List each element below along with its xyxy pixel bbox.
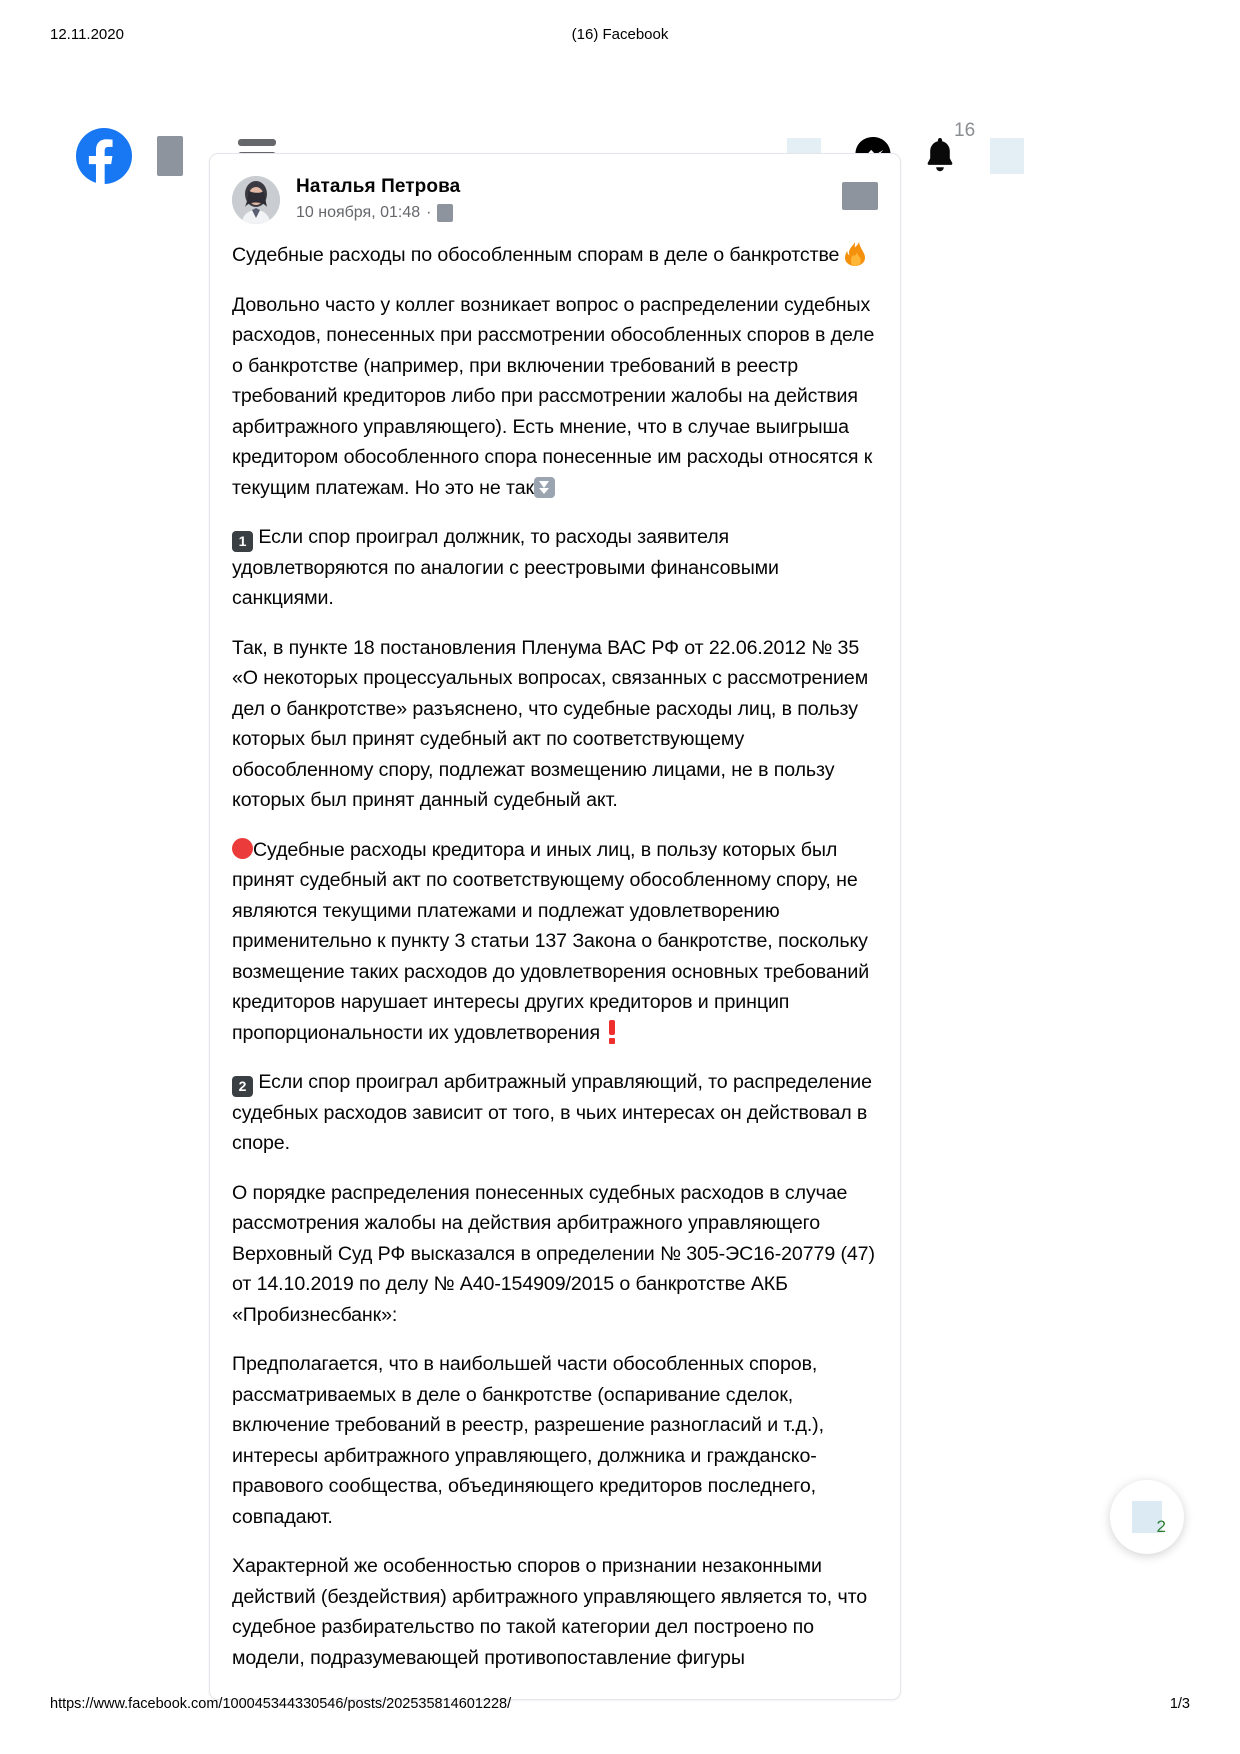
chat-bubble-tile <box>1132 1501 1166 1536</box>
post-paragraph-title <box>232 240 878 271</box>
post-paragraph-point-1 <box>232 522 878 614</box>
search-placeholder-box[interactable] <box>157 136 183 176</box>
paragraph-text: Довольно часто у коллег возникает вопрос о распределении судебных расходов, понесенных при рассмотрении обособленных споров в деле о банкротстве (например, при включении требований в реестр требований кредиторов либо при рассмотрении жалобы на действия арбитражного управляющего). Есть мнение, что в случае выигрыша кредитором обособленного спора понесенные им расходы относятся к текущим платежам. Но это не так <box>232 293 875 499</box>
post-card <box>209 153 901 1700</box>
fire-emoji-icon <box>845 242 865 266</box>
post-paragraph-assume: Предполагается, что в наибольшей части обособленных споров, рассматриваемых в деле о банкротстве (оспаривание сделок, включение требований в реестр, разрешение разногласий и т.д.), интересы арбитражного управляющего, должника и гражданско-правового сообщества, объединяющего кредиторов последнего, совпадают. <box>232 1353 824 1528</box>
post-paragraph-point-2 <box>232 1067 878 1159</box>
print-page-number: 1/3 <box>1169 1696 1190 1712</box>
post-options-icon[interactable] <box>842 182 878 210</box>
post-paragraph-intro <box>232 290 878 504</box>
avatar[interactable] <box>232 176 280 224</box>
toolbar-tile-right[interactable] <box>990 138 1024 174</box>
post-body <box>210 226 900 1699</box>
post-header <box>210 154 900 226</box>
audience-icon[interactable] <box>437 204 453 222</box>
post-paragraph-red-point <box>232 835 878 1049</box>
notifications-count: 16 <box>954 120 976 141</box>
red-circle-emoji-icon <box>232 838 253 859</box>
paragraph-text: Если спор проиграл арбитражный управляющий, то распределение судебных расходов зависит от того, в чьих интересах он действовал в споре. <box>232 1071 872 1154</box>
paragraph-text: Судебные расходы кредитора и иных лиц, в пользу которых был принят судебный акт по соответствующему обособленному спору, не являются текущими платежами и подлежат удовлетворению применительно к пункту 3 статьи 137 Закона о банкротстве, поскольку возмещение таких расходов до удовлетворения основных требований кредиторов нарушает интересы других кредиторов и принцип пропорциональности их удовлетворения <box>232 838 870 1044</box>
chat-bubble-icon[interactable] <box>1110 1480 1184 1554</box>
paragraph-text: Судебные расходы по обособленным спорам в деле о банкротстве <box>232 244 845 266</box>
print-footer <box>0 1696 1240 1716</box>
post-timestamp[interactable]: 10 ноября, 01:48 <box>296 204 421 221</box>
facebook-top-bar <box>0 62 1240 141</box>
post-paragraph-plenum: Так, в пункте 18 постановления Пленума ВАС РФ от 22.06.2012 № 35 «О некоторых процессуальных вопросах, связанных с рассмотрением дел о банкротстве» разъяснено, что судебные расходы лиц, в пользу которых был принят судебный акт по соответствующему обособленному спору, подлежат возмещению лицами, не в пользу которых был принят данный судебный акт. <box>232 636 869 811</box>
post-meta <box>296 204 453 222</box>
facebook-logo-icon[interactable] <box>76 128 132 184</box>
print-header <box>0 26 1240 46</box>
hamburger-line <box>238 139 276 146</box>
paragraph-text: Если спор проиграл должник, то расходы заявителя удовлетворяются по аналогии с реестровыми финансовыми санкциями. <box>232 526 779 609</box>
number-one-emoji-icon: 1 <box>232 531 253 552</box>
down-arrow-emoji-icon <box>534 477 555 498</box>
post-paragraph-char: Характерной же особенностью споров о признании незаконными действий (бездействия) арбитражного управляющего является то, что судебное разбирательство по такой категории дел построено по модели, подразумевающей противопоставление фигуры <box>232 1555 868 1669</box>
post-author-name[interactable]: Наталья Петрова <box>296 176 461 197</box>
print-page-title: (16) Facebook <box>571 26 669 43</box>
post-separator: · <box>426 204 432 221</box>
chat-bubble-count: 2 <box>1156 1517 1166 1536</box>
number-two-emoji-icon: 2 <box>232 1076 253 1097</box>
post-paragraph-vs-rf: О порядке распределения понесенных судебных расходов в случае рассмотрения жалобы на действия арбитражного управляющего Верховный Суд РФ высказался в определении № 305-ЭС16-20779 (47) от 14.10.2019 по делу № А40-154909/2015 о банкротстве АКБ «Пробизнесбанк»: <box>232 1181 875 1326</box>
exclamation-emoji-icon <box>605 1020 619 1044</box>
print-date: 12.11.2020 <box>50 26 124 43</box>
print-source-url: https://www.facebook.com/100045344330546/posts/202535814601228/ <box>50 1696 512 1712</box>
bell-icon[interactable] <box>924 136 956 176</box>
